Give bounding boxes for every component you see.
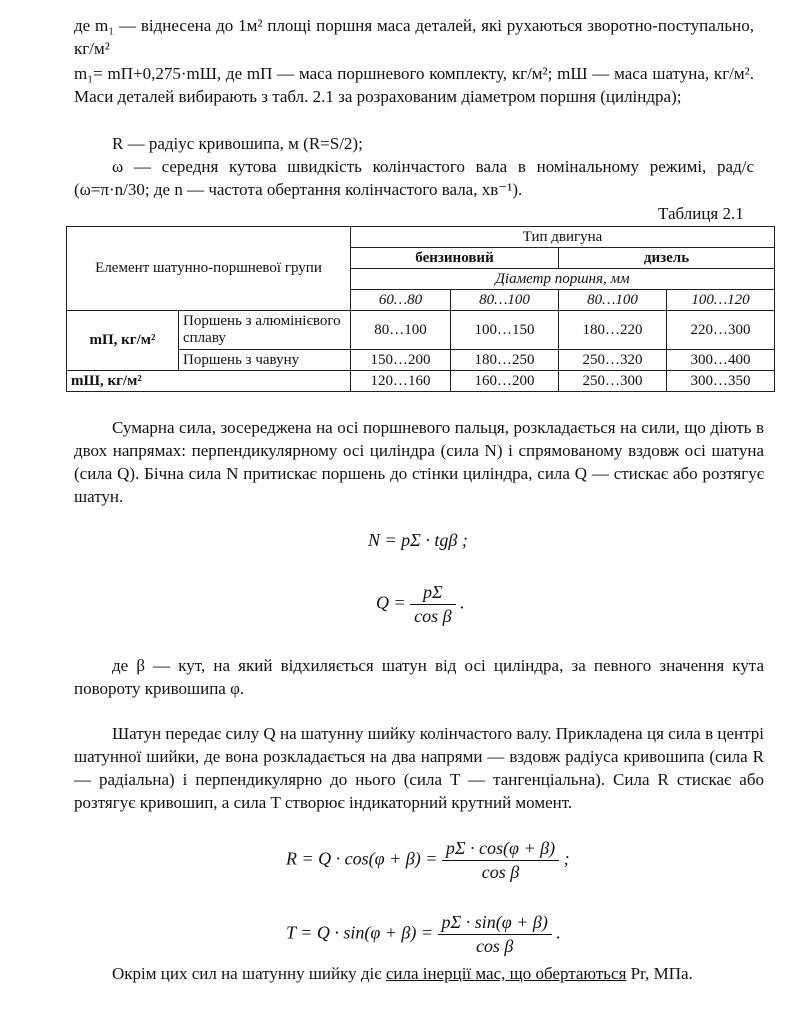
formula-q bbox=[376, 582, 465, 627]
formula-r bbox=[286, 838, 570, 883]
formula-r-fraction bbox=[442, 838, 559, 883]
intro-radius-definition: R — радіус кривошипа, м (R=S/2); bbox=[112, 134, 363, 153]
formula-n: N = pΣ · tgβ ; bbox=[368, 530, 468, 550]
table-value-cell: 180…250 bbox=[451, 350, 559, 371]
table-mp-alu-label: Поршень з алюмінієвого сплаву bbox=[179, 311, 351, 350]
formula-q-lhs: Q = bbox=[376, 592, 406, 613]
table-value-cell: 100…150 bbox=[451, 311, 559, 350]
intro-omega-definition: ω — середня кутова швидкість колінчастого вала в номінальному режимі, рад/с (ω=π·n/30; де n — частота обертання колінчастого вала, хв⁻¹). bbox=[74, 157, 754, 199]
formula-q-denominator: cos β bbox=[414, 606, 452, 626]
table-value-cell: 150…200 bbox=[351, 350, 451, 371]
table-row-header: Елемент шатунно-поршневої групи bbox=[67, 227, 351, 311]
table-value-cell: 300…350 bbox=[667, 371, 775, 392]
table-value-cell: 160…200 bbox=[451, 371, 559, 392]
paragraph-inertia-start: Окрім цих сил на шатунну шийку діє bbox=[112, 964, 386, 983]
table-value-cell: 120…160 bbox=[351, 371, 451, 392]
intro-m1-formula: m₁= mП+0,275·mШ, де mП — маса поршневого комплекту, кг/м²; mШ — маса шатуна, кг/м². Маси деталей вибирають з табл. 2.1 за розрахованим діаметром поршня (циліндра); bbox=[74, 64, 754, 106]
paragraph-forces: Сумарна сила, зосереджена на осі поршневого пальця, розкладається на сили, що діють в двох напрямах: перпендикулярному осі циліндра (сила N) і спрямованому вздовж осі шатуна (сила Q). Бічна сила N притискає поршень до стінки циліндра, сила Q — стискає або розтягує шатун. bbox=[74, 418, 764, 506]
table-diameter-header: Діаметр поршня, мм bbox=[351, 269, 775, 290]
table-caption: Таблиця 2.1 bbox=[658, 204, 744, 223]
table-mp-cast-label: Поршень з чавуну bbox=[179, 350, 351, 371]
table-value-cell: 180…220 bbox=[559, 311, 667, 350]
table-engine-type: Тип двигуна bbox=[351, 227, 775, 248]
table-petrol-header: бензиновий bbox=[351, 248, 559, 269]
table-value-cell: 80…100 bbox=[351, 311, 451, 350]
intro-m1-definition: де m₁ — віднесена до 1м² площі поршня маса деталей, які рухаються зворотно-поступально, кг/м² bbox=[74, 16, 754, 58]
table-value-cell: 220…300 bbox=[667, 311, 775, 350]
table-value-cell: 300…400 bbox=[667, 350, 775, 371]
formula-t-lhs: T = Q · sin(φ + β) = bbox=[286, 922, 434, 943]
formula-q-fraction bbox=[410, 582, 455, 627]
formula-r-lhs: R = Q · cos(φ + β) = bbox=[286, 848, 438, 869]
table-range-cell: 100…120 bbox=[667, 290, 775, 311]
paragraph-inertia-underlined: сила інерції мас, що обертаються bbox=[385, 964, 627, 983]
paragraph-inertia bbox=[74, 962, 764, 985]
formula-t bbox=[286, 912, 561, 957]
formula-t-denominator: cos β bbox=[475, 936, 514, 956]
formula-q-end: . bbox=[460, 592, 465, 613]
formula-r-numerator: pΣ · cos(φ + β) bbox=[442, 838, 559, 861]
formula-t-fraction bbox=[438, 912, 552, 957]
table-msh-label: mШ, кг/м² bbox=[67, 371, 351, 392]
table-value-cell: 250…320 bbox=[559, 350, 667, 371]
paragraph-conrod: Шатун передає силу Q на шатунну шийку колінчастого валу. Прикладена ця сила в центрі шатунної шийки, де вона розкладається на два напрями — вздовж радіуса кривошипа (сила R — радіальна) і перпендикулярно до нього (сила T — тангенціальна). Сила R стискає або розтягує кривошип, а сила T створює індикаторний крутний момент. bbox=[74, 724, 764, 812]
table-mp-label: mП, кг/м² bbox=[67, 311, 179, 371]
paragraph-inertia-end: Pr, МПа. bbox=[630, 964, 693, 983]
formula-r-end: ; bbox=[563, 848, 570, 869]
table-range-cell: 60…80 bbox=[351, 290, 451, 311]
table-range-cell: 80…100 bbox=[559, 290, 667, 311]
table-value-cell: 250…300 bbox=[559, 371, 667, 392]
table-range-cell: 80…100 bbox=[451, 290, 559, 311]
formula-r-denominator: cos β bbox=[481, 862, 520, 882]
table-diesel-header: дизель bbox=[559, 248, 775, 269]
mass-table bbox=[66, 226, 775, 392]
paragraph-beta: де β — кут, на який відхиляється шатун від осі циліндра, за певного значення кута повороту кривошипа φ. bbox=[74, 656, 764, 698]
formula-q-numerator: pΣ bbox=[410, 582, 455, 605]
formula-t-numerator: pΣ · sin(φ + β) bbox=[438, 912, 552, 935]
formula-t-end: . bbox=[556, 922, 561, 943]
